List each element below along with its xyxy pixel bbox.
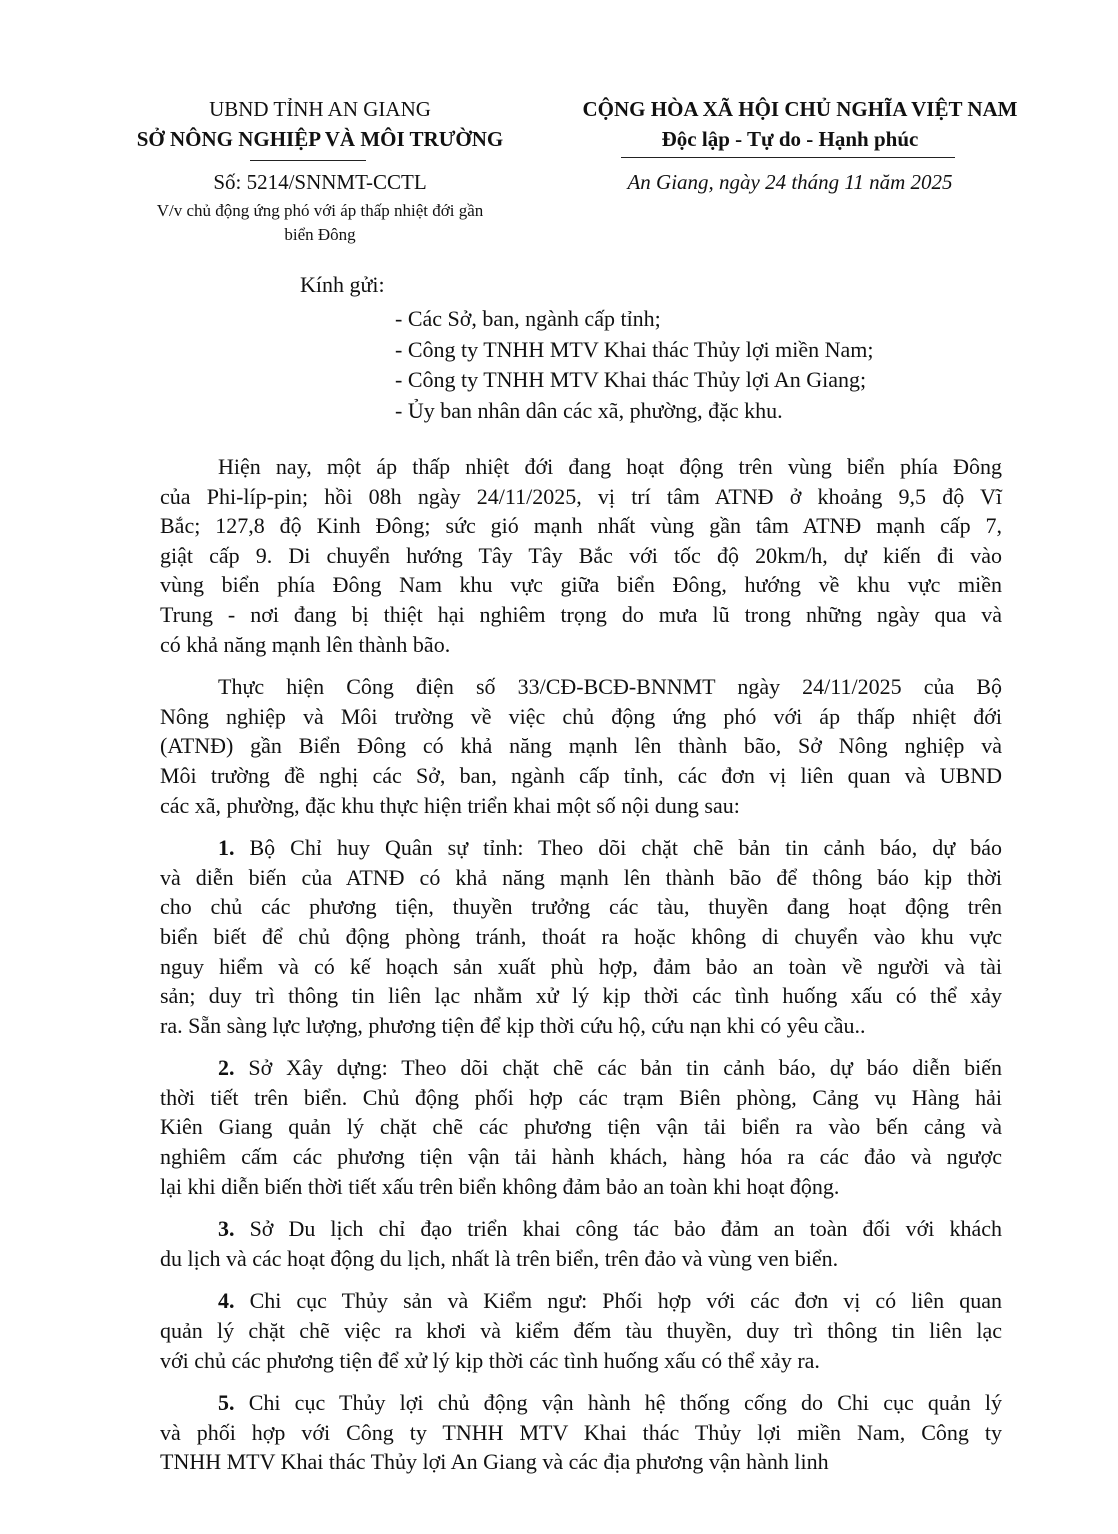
line-text: Kiên Giang quản lý chặt chẽ các phương tiện vận tải biển ra vào bến cảng và	[160, 1114, 1002, 1140]
text-line	[160, 1418, 1002, 1448]
line-text: Bộ Chỉ huy Quân sự tỉnh: Theo dõi chặt chẽ bản tin cảnh báo, dự báo	[249, 835, 1002, 861]
text-line	[160, 1083, 1002, 1113]
text-line	[160, 1286, 1002, 1316]
paragraph	[160, 1214, 1002, 1273]
recipients-label: Kính gửi:	[300, 272, 385, 297]
place-date: An Giang, ngày 24 tháng 11 năm 2025	[627, 170, 953, 194]
agency-parent: UBND TỈNH AN GIANG	[209, 97, 431, 121]
text-line	[160, 833, 1002, 863]
text-line	[160, 761, 1002, 791]
line-text: Thực hiện Công điện số 33/CĐ-BCĐ-BNNMT ngày 24/11/2025 của Bộ	[218, 674, 1002, 700]
line-text: của Phi-líp-pin; hồi 08h ngày 24/11/2025, vị trí tâm ATNĐ ở khoảng 9,5 độ Vĩ	[160, 483, 1002, 509]
paragraph	[160, 1053, 1002, 1201]
item-number: 5.	[218, 1390, 249, 1416]
line-text: Sở Xây dựng: Theo dõi chặt chẽ các bản tin cảnh báo, dự báo diễn biến	[248, 1055, 1003, 1081]
line-text: Nông nghiệp và Môi trường về việc chủ động ứng phó với áp thấp nhiệt đới	[160, 703, 1002, 729]
text-line	[160, 672, 1002, 702]
recipient-item: - Các Sở, ban, ngành cấp tỉnh;	[395, 306, 661, 331]
text-line	[160, 791, 1002, 821]
line-text: nguy hiểm và có kế hoạch sản xuất phù hợp, đảm bảo an toàn về người và tài	[160, 953, 1002, 979]
line-text: với chủ các phương tiện để xử lý kịp thời các tình huống xấu có thể xảy ra.	[160, 1347, 820, 1373]
line-text: Trung - nơi đang bị thiệt hại nghiêm trọng do mưa lũ trong những ngày qua và	[160, 601, 1002, 627]
text-line	[160, 1214, 1002, 1244]
motto: Độc lập - Tự do - Hạnh phúc	[661, 127, 919, 151]
line-text: và phối hợp với Công ty TNHH MTV Khai thác Thủy lợi miền Nam, Công ty	[160, 1419, 1002, 1445]
text-line	[160, 731, 1002, 761]
line-text: vùng biển phía Đông Nam khu vực giữa biển Đông, hướng về khu vực miền	[160, 572, 1002, 598]
text-line	[160, 1112, 1002, 1142]
paragraph	[160, 1388, 1002, 1477]
recipient-item: - Công ty TNHH MTV Khai thác Thủy lợi An Giang;	[395, 367, 867, 392]
line-text: và diễn biến của ATNĐ có khả năng mạnh lên thành bão để thông báo kịp thời	[160, 864, 1002, 890]
text-line	[160, 981, 1002, 1011]
text-line	[160, 1172, 1002, 1202]
line-text: TNHH MTV Khai thác Thủy lợi An Giang và các địa phương vận hành linh	[160, 1449, 829, 1475]
text-line	[160, 1447, 1002, 1477]
line-text: biển biết để chủ động phòng tránh, thoát ra hoặc không di chuyển vào khu vực	[160, 923, 1002, 949]
text-line	[160, 1142, 1002, 1172]
line-text: lại khi diễn biến thời tiết xấu trên biển không đảm bảo an toàn khi hoạt động.	[160, 1173, 840, 1199]
paragraph	[160, 452, 1002, 659]
text-line	[160, 863, 1002, 893]
line-text: nghiêm cấm các phương tiện vận tải hành khách, hàng hóa ra các đảo và ngược	[160, 1144, 1002, 1170]
text-line	[160, 511, 1002, 541]
subject-line-1: V/v chủ động ứng phó với áp thấp nhiệt đới gần	[156, 201, 484, 220]
item-number: 1.	[218, 835, 250, 861]
line-text: Bắc; 127,8 độ Kinh Đông; sức gió mạnh nhất vùng gần tâm ATNĐ mạnh cấp 7,	[160, 513, 1002, 539]
line-text: (ATNĐ) gần Biển Đông có khả năng mạnh lên thành bão, Sở Nông nghiệp và	[160, 733, 1002, 759]
line-text: giật cấp 9. Di chuyển hướng Tây Tây Bắc với tốc độ 20km/h, dự kiến đi vào	[160, 542, 1002, 568]
line-text: quản lý chặt chẽ việc ra khơi và kiểm đếm tàu thuyền, duy trì thông tin liên lạc	[160, 1318, 1002, 1344]
document-number: Số: 5214/SNNMT-CCTL	[213, 170, 427, 194]
line-text: Chi cục Thủy sản và Kiểm ngư: Phối hợp với các đơn vị có liên quan	[249, 1288, 1002, 1314]
line-text: sản; duy trì thông tin liên lạc nhằm xử lý kịp thời các tình huống xấu có thể xảy	[160, 983, 1002, 1009]
text-line	[160, 482, 1002, 512]
line-text: cho chủ các phương tiện, thuyền trưởng các tàu, thuyền đang hoạt động trên	[160, 894, 1002, 920]
line-text: ra. Sẵn sàng lực lượng, phương tiện để kịp thời cứu hộ, cứu nạn khi có yêu cầu..	[160, 1012, 866, 1038]
text-line	[160, 1316, 1002, 1346]
paragraph	[160, 833, 1002, 1040]
item-number: 3.	[218, 1216, 250, 1242]
paragraph	[160, 672, 1002, 820]
paragraph	[160, 1286, 1002, 1375]
text-line	[160, 702, 1002, 732]
text-line	[160, 952, 1002, 982]
text-line	[160, 892, 1002, 922]
text-line	[160, 922, 1002, 952]
text-line	[160, 630, 1002, 660]
document-body	[160, 452, 1002, 1490]
agency-underline	[250, 160, 366, 161]
line-text: Hiện nay, một áp thấp nhiệt đới đang hoạt động trên vùng biển phía Đông	[218, 454, 1002, 479]
line-text: có khả năng mạnh lên thành bão.	[160, 631, 451, 657]
line-text: du lịch và các hoạt động du lịch, nhất là trên biển, trên đảo và vùng ven biển.	[160, 1245, 839, 1271]
text-line	[160, 1388, 1002, 1418]
text-line	[160, 1011, 1002, 1041]
text-line	[160, 452, 1002, 482]
line-text: Sở Du lịch chỉ đạo triển khai công tác bảo đảm an toàn đối với khách	[249, 1216, 1002, 1242]
text-line	[160, 570, 1002, 600]
line-text: các xã, phường, đặc khu thực hiện triển khai một số nội dung sau:	[160, 792, 740, 818]
text-line	[160, 1244, 1002, 1274]
text-line	[160, 600, 1002, 630]
line-text: thời tiết trên biển. Chủ động phối hợp các trạm Biên phòng, Cảng vụ Hàng hải	[160, 1084, 1002, 1110]
item-number: 4.	[218, 1288, 250, 1314]
text-line	[160, 541, 1002, 571]
agency-name: SỞ NÔNG NGHIỆP VÀ MÔI TRƯỜNG	[136, 127, 504, 151]
item-number: 2.	[218, 1055, 249, 1081]
text-line	[160, 1053, 1002, 1083]
recipient-item: - Công ty TNHH MTV Khai thác Thủy lợi miền Nam;	[395, 337, 874, 362]
subject-line-2: biển Đông	[284, 225, 356, 244]
national-title: CỘNG HÒA XÃ HỘI CHỦ NGHĨA VIỆT NAM	[582, 97, 1018, 121]
line-text: Môi trường đề nghị các Sở, ban, ngành cấp tỉnh, các đơn vị liên quan và UBND	[160, 762, 1002, 788]
line-text: Chi cục Thủy lợi chủ động vận hành hệ thống cống do Chi cục quản lý	[248, 1390, 1003, 1416]
motto-underline	[621, 157, 955, 158]
text-line	[160, 1346, 1002, 1376]
recipient-item: - Ủy ban nhân dân các xã, phường, đặc khu.	[395, 398, 783, 423]
